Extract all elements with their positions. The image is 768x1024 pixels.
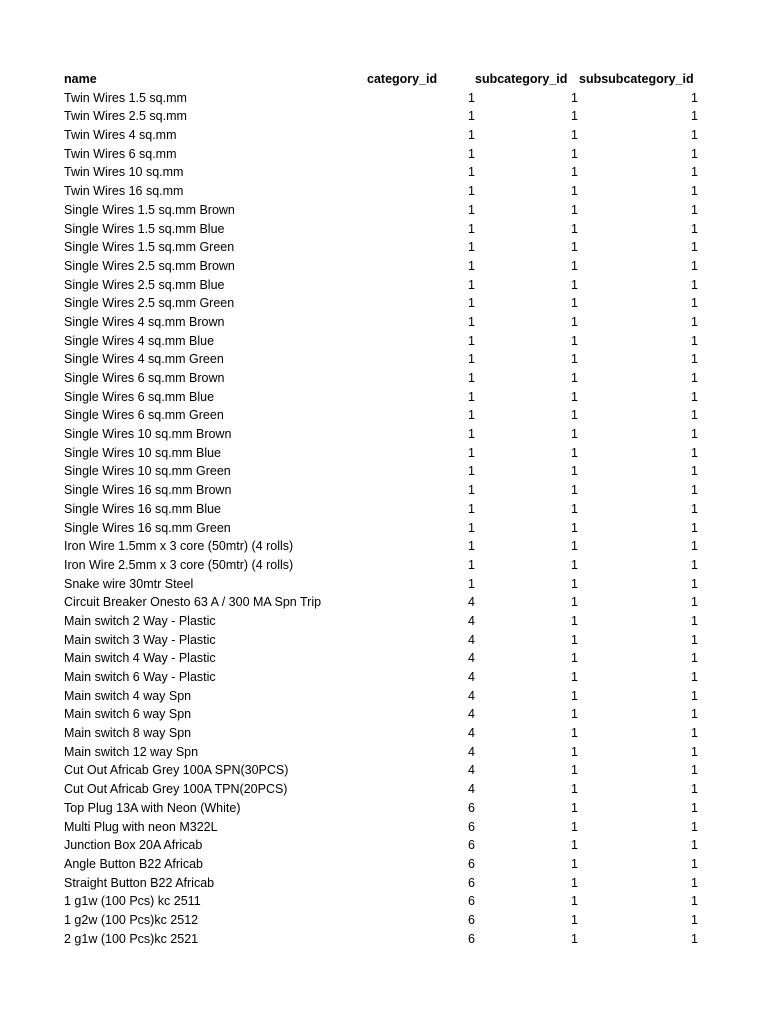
cell-subsubcategory-id: 1 bbox=[691, 838, 698, 853]
table-row bbox=[0, 462, 768, 481]
cell-subcategory-id: 1 bbox=[571, 651, 578, 666]
table-row bbox=[0, 575, 768, 594]
table-row bbox=[0, 500, 768, 519]
cell-category-id: 1 bbox=[468, 258, 475, 273]
cell-subcategory-id: 1 bbox=[571, 819, 578, 834]
cell-subcategory-id: 1 bbox=[571, 856, 578, 871]
cell-subcategory-id: 1 bbox=[571, 371, 578, 385]
cell-subsubcategory-id: 1 bbox=[691, 202, 698, 217]
cell-category-id: 4 bbox=[468, 763, 475, 778]
table-row bbox=[0, 294, 768, 313]
cell-subcategory-id: 1 bbox=[571, 595, 578, 610]
cell-category-id: 1 bbox=[468, 240, 475, 255]
cell-subsubcategory-id: 1 bbox=[691, 800, 698, 815]
cell-category-id: 6 bbox=[468, 931, 475, 946]
cell-name: Main switch 12 way Spn bbox=[64, 744, 199, 759]
cell-name: Twin Wires 6 sq.mm bbox=[64, 146, 177, 161]
table-row bbox=[0, 163, 768, 182]
cell-category-id: 4 bbox=[468, 613, 475, 628]
cell-category-id: 4 bbox=[468, 632, 475, 647]
cell-name: Single Wires 6 sq.mm Brown bbox=[64, 371, 225, 385]
cell-name: Single Wires 4 sq.mm Brown bbox=[64, 314, 225, 329]
table-row bbox=[0, 89, 768, 108]
cell-category-id: 1 bbox=[468, 539, 475, 554]
cell-name: Twin Wires 2.5 sq.mm bbox=[64, 109, 187, 124]
cell-subsubcategory-id: 1 bbox=[691, 651, 698, 666]
cell-category-id: 1 bbox=[468, 146, 475, 161]
cell-subcategory-id: 1 bbox=[571, 520, 578, 535]
table-row bbox=[0, 687, 768, 706]
table-row bbox=[0, 743, 768, 762]
table-row bbox=[0, 481, 768, 500]
cell-subcategory-id: 1 bbox=[571, 202, 578, 217]
table-row bbox=[0, 631, 768, 650]
cell-subcategory-id: 1 bbox=[571, 726, 578, 741]
cell-subsubcategory-id: 1 bbox=[691, 670, 698, 684]
cell-name: Single Wires 1.5 sq.mm Green bbox=[64, 240, 235, 255]
cell-category-id: 1 bbox=[468, 221, 475, 236]
cell-name: Single Wires 10 sq.mm Brown bbox=[64, 427, 232, 442]
table-row bbox=[0, 780, 768, 799]
cell-category-id: 1 bbox=[468, 427, 475, 442]
cell-subcategory-id: 1 bbox=[571, 838, 578, 853]
cell-subsubcategory-id: 1 bbox=[691, 707, 698, 722]
cell-category-id: 4 bbox=[468, 707, 475, 722]
cell-name: Snake wire 30mtr Steel bbox=[64, 576, 194, 591]
cell-subcategory-id: 1 bbox=[571, 707, 578, 722]
cell-subcategory-id: 1 bbox=[571, 464, 578, 479]
cell-subsubcategory-id: 1 bbox=[691, 782, 698, 797]
cell-subcategory-id: 1 bbox=[571, 763, 578, 778]
cell-category-id: 1 bbox=[468, 371, 475, 385]
cell-subsubcategory-id: 1 bbox=[691, 931, 698, 946]
cell-subsubcategory-id: 1 bbox=[691, 408, 698, 423]
cell-subsubcategory-id: 1 bbox=[691, 726, 698, 741]
cell-subsubcategory-id: 1 bbox=[691, 427, 698, 442]
cell-subsubcategory-id: 1 bbox=[691, 557, 698, 572]
cell-category-id: 1 bbox=[468, 202, 475, 217]
cell-category-id: 6 bbox=[468, 838, 475, 853]
cell-name: Main switch 3 Way - Plastic bbox=[64, 632, 216, 647]
cell-name: Junction Box 20A Africab bbox=[64, 838, 203, 853]
cell-subcategory-id: 1 bbox=[571, 427, 578, 442]
cell-name: Single Wires 16 sq.mm Green bbox=[64, 520, 231, 535]
table-row bbox=[0, 799, 768, 818]
cell-subcategory-id: 1 bbox=[571, 165, 578, 180]
column-header-subcategory-id: subcategory_id bbox=[475, 72, 568, 86]
table-row bbox=[0, 836, 768, 855]
table-row bbox=[0, 276, 768, 295]
cell-subcategory-id: 1 bbox=[571, 875, 578, 890]
table-row bbox=[0, 519, 768, 538]
cell-subsubcategory-id: 1 bbox=[691, 595, 698, 610]
cell-name: Main switch 6 way Spn bbox=[64, 707, 192, 722]
cell-subsubcategory-id: 1 bbox=[691, 258, 698, 273]
cell-name: Single Wires 1.5 sq.mm Blue bbox=[64, 221, 225, 236]
table-row bbox=[0, 425, 768, 444]
cell-category-id: 4 bbox=[468, 651, 475, 666]
cell-subsubcategory-id: 1 bbox=[691, 894, 698, 909]
cell-name: Twin Wires 10 sq.mm bbox=[64, 165, 184, 180]
cell-name: Circuit Breaker Onesto 63 A / 300 MA Spn Trip bbox=[64, 595, 322, 610]
table-row bbox=[0, 369, 768, 388]
cell-subcategory-id: 1 bbox=[571, 912, 578, 927]
cell-category-id: 1 bbox=[468, 165, 475, 180]
cell-subcategory-id: 1 bbox=[571, 744, 578, 759]
table-row bbox=[0, 612, 768, 631]
cell-category-id: 1 bbox=[468, 296, 475, 311]
table-row bbox=[0, 892, 768, 911]
table-row bbox=[0, 332, 768, 351]
cell-name: Single Wires 6 sq.mm Blue bbox=[64, 389, 215, 404]
cell-subcategory-id: 1 bbox=[571, 408, 578, 423]
table-row bbox=[0, 556, 768, 575]
cell-name: Main switch 4 way Spn bbox=[64, 688, 192, 703]
cell-name: Cut Out Africab Grey 100A TPN(20PCS) bbox=[64, 782, 288, 797]
column-header-category-id: category_id bbox=[367, 72, 438, 86]
cell-subsubcategory-id: 1 bbox=[691, 632, 698, 647]
cell-category-id: 1 bbox=[468, 557, 475, 572]
cell-category-id: 6 bbox=[468, 800, 475, 815]
column-header-subsubcategory-id: subsubcategory_id bbox=[579, 72, 694, 86]
cell-subcategory-id: 1 bbox=[571, 894, 578, 909]
table-row bbox=[0, 705, 768, 724]
table-row bbox=[0, 220, 768, 239]
cell-category-id: 1 bbox=[468, 352, 475, 367]
cell-subsubcategory-id: 1 bbox=[691, 146, 698, 161]
cell-name: Angle Button B22 Africab bbox=[64, 856, 203, 871]
cell-subsubcategory-id: 1 bbox=[691, 90, 698, 105]
cell-subsubcategory-id: 1 bbox=[691, 819, 698, 834]
table-row bbox=[0, 201, 768, 220]
cell-subcategory-id: 1 bbox=[571, 632, 578, 647]
table-row bbox=[0, 930, 768, 949]
cell-name: Single Wires 10 sq.mm Green bbox=[64, 464, 231, 479]
table-row bbox=[0, 649, 768, 668]
cell-subsubcategory-id: 1 bbox=[691, 240, 698, 255]
table-row bbox=[0, 444, 768, 463]
cell-name: Twin Wires 1.5 sq.mm bbox=[64, 90, 187, 105]
cell-subcategory-id: 1 bbox=[571, 90, 578, 105]
cell-subsubcategory-id: 1 bbox=[691, 763, 698, 778]
table-row bbox=[0, 145, 768, 164]
cell-name: Twin Wires 16 sq.mm bbox=[64, 184, 184, 199]
cell-subcategory-id: 1 bbox=[571, 314, 578, 329]
cell-name: 2 g1w (100 Pcs)kc 2521 bbox=[64, 931, 199, 946]
cell-subcategory-id: 1 bbox=[571, 931, 578, 946]
cell-category-id: 1 bbox=[468, 501, 475, 516]
cell-subsubcategory-id: 1 bbox=[691, 576, 698, 591]
cell-category-id: 4 bbox=[468, 688, 475, 703]
cell-category-id: 4 bbox=[468, 595, 475, 610]
cell-category-id: 6 bbox=[468, 856, 475, 871]
cell-subsubcategory-id: 1 bbox=[691, 613, 698, 628]
table-row bbox=[0, 126, 768, 145]
table-row bbox=[0, 406, 768, 425]
cell-subsubcategory-id: 1 bbox=[691, 296, 698, 311]
cell-subcategory-id: 1 bbox=[571, 352, 578, 367]
cell-category-id: 6 bbox=[468, 912, 475, 927]
cell-name: Main switch 8 way Spn bbox=[64, 726, 192, 741]
cell-subsubcategory-id: 1 bbox=[691, 520, 698, 535]
cell-category-id: 6 bbox=[468, 875, 475, 890]
cell-category-id: 1 bbox=[468, 389, 475, 404]
cell-name: Twin Wires 4 sq.mm bbox=[64, 128, 177, 143]
cell-subcategory-id: 1 bbox=[571, 184, 578, 199]
table-row bbox=[0, 724, 768, 743]
cell-subcategory-id: 1 bbox=[571, 445, 578, 460]
cell-subcategory-id: 1 bbox=[571, 688, 578, 703]
cell-subcategory-id: 1 bbox=[571, 128, 578, 143]
cell-subcategory-id: 1 bbox=[571, 221, 578, 236]
cell-subsubcategory-id: 1 bbox=[691, 371, 698, 385]
cell-name: Top Plug 13A with Neon (White) bbox=[64, 800, 241, 815]
cell-subcategory-id: 1 bbox=[571, 146, 578, 161]
cell-category-id: 6 bbox=[468, 819, 475, 834]
cell-name: Straight Button B22 Africab bbox=[64, 875, 215, 890]
table-row bbox=[0, 761, 768, 780]
cell-subsubcategory-id: 1 bbox=[691, 109, 698, 124]
cell-name: Single Wires 10 sq.mm Blue bbox=[64, 445, 222, 460]
cell-category-id: 4 bbox=[468, 726, 475, 741]
cell-name: 1 g2w (100 Pcs)kc 2512 bbox=[64, 912, 199, 927]
cell-subcategory-id: 1 bbox=[571, 613, 578, 628]
cell-category-id: 4 bbox=[468, 782, 475, 797]
cell-subsubcategory-id: 1 bbox=[691, 912, 698, 927]
cell-category-id: 1 bbox=[468, 408, 475, 423]
cell-subsubcategory-id: 1 bbox=[691, 501, 698, 516]
cell-category-id: 1 bbox=[468, 314, 475, 329]
table-row bbox=[0, 818, 768, 837]
cell-subcategory-id: 1 bbox=[571, 258, 578, 273]
cell-name: Single Wires 6 sq.mm Green bbox=[64, 408, 224, 423]
table-row bbox=[0, 257, 768, 276]
table-row bbox=[0, 911, 768, 930]
cell-subsubcategory-id: 1 bbox=[691, 856, 698, 871]
cell-name: Main switch 4 Way - Plastic bbox=[64, 651, 216, 666]
cell-name: Single Wires 2.5 sq.mm Blue bbox=[64, 277, 225, 292]
cell-category-id: 4 bbox=[468, 744, 475, 759]
table-row bbox=[0, 107, 768, 126]
cell-name: Main switch 2 Way - Plastic bbox=[64, 613, 216, 628]
table-row bbox=[0, 238, 768, 257]
cell-category-id: 1 bbox=[468, 128, 475, 143]
table-row bbox=[0, 855, 768, 874]
table-row bbox=[0, 350, 768, 369]
cell-subsubcategory-id: 1 bbox=[691, 128, 698, 143]
cell-subsubcategory-id: 1 bbox=[691, 333, 698, 348]
table-row bbox=[0, 388, 768, 407]
cell-subcategory-id: 1 bbox=[571, 576, 578, 591]
cell-subsubcategory-id: 1 bbox=[691, 483, 698, 498]
cell-subsubcategory-id: 1 bbox=[691, 277, 698, 292]
table-row bbox=[0, 537, 768, 556]
cell-subcategory-id: 1 bbox=[571, 389, 578, 404]
cell-name: Single Wires 2.5 sq.mm Green bbox=[64, 296, 235, 311]
spreadsheet-table bbox=[0, 70, 768, 948]
cell-subsubcategory-id: 1 bbox=[691, 389, 698, 404]
cell-category-id: 1 bbox=[468, 520, 475, 535]
cell-name: Single Wires 2.5 sq.mm Brown bbox=[64, 258, 235, 273]
cell-subsubcategory-id: 1 bbox=[691, 688, 698, 703]
header-row bbox=[0, 70, 768, 89]
cell-subcategory-id: 1 bbox=[571, 109, 578, 124]
cell-subcategory-id: 1 bbox=[571, 483, 578, 498]
cell-name: Multi Plug with neon M322L bbox=[64, 819, 218, 834]
cell-category-id: 1 bbox=[468, 445, 475, 460]
cell-category-id: 1 bbox=[468, 184, 475, 199]
table-row bbox=[0, 668, 768, 687]
column-header-name: name bbox=[64, 72, 97, 86]
cell-name: Single Wires 4 sq.mm Blue bbox=[64, 333, 215, 348]
cell-subcategory-id: 1 bbox=[571, 539, 578, 554]
cell-category-id: 1 bbox=[468, 277, 475, 292]
cell-subcategory-id: 1 bbox=[571, 501, 578, 516]
cell-subcategory-id: 1 bbox=[571, 557, 578, 572]
cell-subsubcategory-id: 1 bbox=[691, 184, 698, 199]
cell-subsubcategory-id: 1 bbox=[691, 165, 698, 180]
cell-name: Cut Out Africab Grey 100A SPN(30PCS) bbox=[64, 763, 289, 778]
table-row bbox=[0, 313, 768, 332]
cell-category-id: 1 bbox=[468, 464, 475, 479]
cell-category-id: 1 bbox=[468, 109, 475, 124]
cell-subcategory-id: 1 bbox=[571, 277, 578, 292]
table-row bbox=[0, 874, 768, 893]
cell-subsubcategory-id: 1 bbox=[691, 464, 698, 479]
cell-category-id: 4 bbox=[468, 670, 475, 684]
cell-name: Single Wires 16 sq.mm Brown bbox=[64, 483, 232, 498]
cell-category-id: 1 bbox=[468, 576, 475, 591]
cell-name: Iron Wire 1.5mm x 3 core (50mtr) (4 rolls) bbox=[64, 539, 294, 554]
cell-subsubcategory-id: 1 bbox=[691, 314, 698, 329]
cell-category-id: 1 bbox=[468, 483, 475, 498]
cell-subcategory-id: 1 bbox=[571, 240, 578, 255]
cell-subsubcategory-id: 1 bbox=[691, 539, 698, 554]
cell-subcategory-id: 1 bbox=[571, 782, 578, 797]
cell-name: Iron Wire 2.5mm x 3 core (50mtr) (4 rolls) bbox=[64, 557, 294, 572]
cell-subsubcategory-id: 1 bbox=[691, 744, 698, 759]
cell-subsubcategory-id: 1 bbox=[691, 445, 698, 460]
cell-subsubcategory-id: 1 bbox=[691, 221, 698, 236]
cell-name: Single Wires 4 sq.mm Green bbox=[64, 352, 224, 367]
cell-subcategory-id: 1 bbox=[571, 333, 578, 348]
cell-category-id: 1 bbox=[468, 90, 475, 105]
cell-subsubcategory-id: 1 bbox=[691, 875, 698, 890]
cell-subcategory-id: 1 bbox=[571, 800, 578, 815]
cell-name: Main switch 6 Way - Plastic bbox=[64, 670, 216, 684]
cell-name: 1 g1w (100 Pcs) kc 2511 bbox=[64, 894, 201, 909]
cell-category-id: 6 bbox=[468, 894, 475, 909]
cell-category-id: 1 bbox=[468, 333, 475, 348]
cell-name: Single Wires 1.5 sq.mm Brown bbox=[64, 202, 235, 217]
cell-name: Single Wires 16 sq.mm Blue bbox=[64, 501, 222, 516]
table-body bbox=[0, 89, 768, 949]
cell-subcategory-id: 1 bbox=[571, 296, 578, 311]
cell-subsubcategory-id: 1 bbox=[691, 352, 698, 367]
table-row bbox=[0, 182, 768, 201]
table-row bbox=[0, 593, 768, 612]
cell-subcategory-id: 1 bbox=[571, 670, 578, 684]
